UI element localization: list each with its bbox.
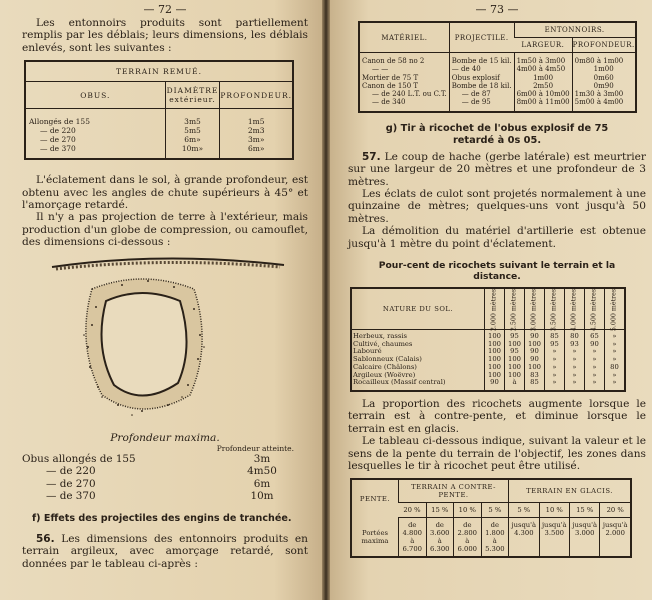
table-title: TERRAIN REMUÉ. xyxy=(25,61,293,82)
table-cell: 93 xyxy=(565,341,585,349)
table-cell: 100 xyxy=(525,364,545,372)
table-cell: 95 xyxy=(545,341,565,349)
table-cell: » xyxy=(585,372,605,380)
list-item xyxy=(22,465,308,478)
table-cell: » xyxy=(585,356,605,364)
table-cell: — de 270 xyxy=(40,135,76,145)
right-page xyxy=(330,0,652,600)
table-cell: 90 xyxy=(525,348,545,356)
table-cell: 100 xyxy=(505,356,525,364)
table-cell: » xyxy=(545,372,565,380)
table-row xyxy=(25,117,293,126)
column-header xyxy=(605,288,626,330)
column-header xyxy=(485,288,505,330)
table-cell: de 1.800 à 5.300 xyxy=(481,518,509,558)
column-header: DIAMÈTRE extérieur. xyxy=(165,82,220,109)
table-cell: 6m00 à 10m00 xyxy=(514,90,572,98)
left-page xyxy=(0,0,322,600)
depth-column-header: Profondeur atteinte. xyxy=(216,443,294,453)
column-header-text: 3.500 mètres. xyxy=(550,286,558,332)
table-cell: 90 xyxy=(525,356,545,364)
table-cell: de 3.600 à 6.300 xyxy=(426,518,454,558)
depth-value: 3m xyxy=(253,452,271,465)
table-cell: Calcaire (Châlons) xyxy=(353,362,417,371)
depth-value: 4m50 xyxy=(247,465,277,478)
table-cell: 0m90 xyxy=(572,82,636,90)
eclats-paragraph: Les éclats de culot sont projetés normalement à une quinzaine de mètres; quelques-uns vont jusqu'à 50 mètres. xyxy=(348,188,646,225)
paragraph-text: Le coup de hache (gerbe latérale) est meurtrier sur une largeur de 20 mètres et une profondeur de 3 mètres. xyxy=(348,150,646,188)
table-cell: 100 xyxy=(505,364,525,372)
table-cell: Bombe de 18 kil. xyxy=(449,82,514,90)
column-header xyxy=(525,288,545,330)
table-cell: — de 340 xyxy=(372,98,406,107)
page-number: — 72 — xyxy=(143,3,187,16)
column-group-header: TERRAIN EN GLACIS. xyxy=(509,479,631,503)
list-item xyxy=(22,490,308,503)
table-cell: » xyxy=(545,379,565,387)
table-cell: 100 xyxy=(485,333,505,341)
table-row xyxy=(359,74,636,82)
depth-label: — de 370 xyxy=(46,490,96,503)
column-header-text: 2.000 mètres. xyxy=(490,286,498,332)
table-cell: » xyxy=(605,348,626,356)
tableau-paragraph: Le tableau ci-dessous indique, suivant la valeur et le sens de la pente du terrain de l'objectif, les zones dans lesquelles le tir à ricochet peut être utilisé. xyxy=(348,435,646,472)
table-cell: » xyxy=(585,364,605,372)
book-gutter xyxy=(322,0,330,600)
depth-label: Obus allongés de 155 xyxy=(22,452,136,465)
table-cell: » xyxy=(605,341,626,349)
table-cell: » xyxy=(565,379,585,387)
table-cell: 2m3 xyxy=(220,126,293,135)
table-row xyxy=(359,82,636,90)
table-cell: 100 xyxy=(525,341,545,349)
table-cell: de 2.800 à 6.000 xyxy=(454,518,482,558)
table-cell: jusqu'à 2.000 xyxy=(600,518,631,558)
table-cell: Canon de 58 no 2 xyxy=(362,57,425,65)
column-header-text: 5.000 mètres. xyxy=(610,286,618,332)
table-cell: 3m5 xyxy=(165,117,220,126)
table-cell: 5m00 à 4m00 xyxy=(572,98,636,106)
figure-caption: Profondeur maxima. xyxy=(110,431,220,444)
terrain-remue-table xyxy=(24,60,294,160)
depth-label: — de 270 xyxy=(46,477,96,490)
paragraph-number: 56. xyxy=(36,533,55,546)
materiel-table xyxy=(358,21,637,113)
column-header xyxy=(585,288,605,330)
column-header-text: 4.500 mètres. xyxy=(590,286,598,332)
table-cell: » xyxy=(565,348,585,356)
table-cell: — — xyxy=(372,65,389,74)
column-header: 15 % xyxy=(426,503,454,518)
table-cell: Sablonneux (Calais) xyxy=(353,355,422,364)
table-cell: » xyxy=(585,379,605,387)
column-header: 10 % xyxy=(539,503,569,518)
table-cell: Labouré xyxy=(353,347,382,356)
table-cell: » xyxy=(605,379,626,387)
table-cell: 65 xyxy=(585,333,605,341)
column-header: MATÉRIEL. xyxy=(359,22,449,53)
table-cell: — de 40 xyxy=(449,65,514,73)
table-cell: — de 95 xyxy=(449,98,514,106)
column-header: 10 % xyxy=(454,503,482,518)
table-cell: » xyxy=(545,348,565,356)
table-cell: » xyxy=(565,372,585,380)
column-header xyxy=(545,288,565,330)
table-cell: — de 220 xyxy=(40,126,76,136)
table-cell: 100 xyxy=(505,372,525,380)
table-cell: 3m» xyxy=(220,135,293,144)
column-header: LARGEUR. xyxy=(514,38,572,53)
intro-paragraph: Les entonnoirs produits sont partiellement remplis par les déblais; leurs dimensions, les déblais enlevés, sont les suivantes : xyxy=(22,17,308,54)
column-header: PENTE. xyxy=(359,495,391,504)
table-cell: 0m60 xyxy=(572,74,636,82)
page-number: — 73 — xyxy=(475,3,519,16)
table-cell: » xyxy=(605,333,626,341)
table-cell: 90 xyxy=(585,341,605,349)
pente-table xyxy=(350,478,632,558)
column-header: PROFONDEUR. xyxy=(220,82,293,109)
table-row xyxy=(25,126,293,135)
section-heading-f: f) Effets des projectiles des engins de tranchée. xyxy=(32,512,292,524)
column-header xyxy=(565,288,585,330)
table-cell: 100 xyxy=(485,341,505,349)
section-heading-g: g) Tir à ricochet de l'obus explosif de 75 retardé à 0s 05. xyxy=(385,122,609,146)
table-cell: 90 xyxy=(485,379,505,387)
row-label: Portées maxima xyxy=(361,529,389,546)
table-cell: 1m00 xyxy=(514,74,572,82)
table-cell: — de 370 xyxy=(40,144,76,154)
paragraph-57 xyxy=(348,151,646,188)
table-cell: de 4.800 à 6.700 xyxy=(399,518,427,558)
table-cell: » xyxy=(605,356,626,364)
table-cell: 5m5 xyxy=(165,126,220,135)
table-cell: 100 xyxy=(485,372,505,380)
table-cell: jusqu'à 3.500 xyxy=(539,518,569,558)
table-cell: 4m00 à 4m50 xyxy=(514,65,572,73)
table-cell: » xyxy=(545,364,565,372)
table-row xyxy=(351,379,625,387)
table-row xyxy=(25,135,293,144)
table-cell: 83 xyxy=(525,372,545,380)
table-cell: 85 xyxy=(525,379,545,387)
table-cell: 100 xyxy=(485,356,505,364)
table-cell: » xyxy=(545,356,565,364)
table-cell: à xyxy=(505,379,525,387)
table-cell: » xyxy=(605,372,626,380)
table-cell: 6m» xyxy=(220,144,293,153)
column-header: PROJECTILE. xyxy=(449,22,514,53)
column-group-header: TERRAIN A CONTRE-PENTE. xyxy=(399,479,509,503)
table-cell: jusqu'à 4.300 xyxy=(509,518,539,558)
table-cell: 100 xyxy=(505,341,525,349)
column-header: NATURE DU SOL. xyxy=(351,288,485,330)
table-cell: 80 xyxy=(565,333,585,341)
table-cell: 100 xyxy=(485,348,505,356)
table-cell: jusqu'à 3.000 xyxy=(570,518,600,558)
table-cell: Rocailleux (Massif central) xyxy=(353,378,446,387)
table-cell: 80 xyxy=(605,364,626,372)
table-row xyxy=(359,98,636,106)
camouflet-diagram xyxy=(22,255,308,430)
table-cell: 8m00 à 11m00 xyxy=(514,98,572,106)
column-header: PROFONDEUR. xyxy=(572,38,636,53)
table-cell: 1m30 à 3m00 xyxy=(572,90,636,98)
table-cell: 0m80 à 1m00 xyxy=(572,57,636,65)
table-cell: 95 xyxy=(505,333,525,341)
table-cell: 95 xyxy=(505,348,525,356)
table-cell: Bombe de 15 kil. xyxy=(449,57,514,65)
paragraph-text: Les dimensions des entonnoirs produits en terrain argileux, avec amorçage retardé, sont données par le tableau ci-après : xyxy=(22,533,308,570)
table-cell: Allongés de 155 xyxy=(29,117,90,127)
table-cell: Argileux (Woëvre) xyxy=(353,370,416,379)
table-cell: — de 87 xyxy=(449,90,514,98)
column-header: OBUS. xyxy=(25,82,165,109)
table-cell: 2m50 xyxy=(514,82,572,90)
table-cell: 6m» xyxy=(165,135,220,144)
table-row xyxy=(359,57,636,65)
table-cell: » xyxy=(585,348,605,356)
camouflet-figure xyxy=(22,255,308,430)
table-cell: Herbeux, rassis xyxy=(353,332,408,341)
ricochets-section-title: Pour-cent de ricochets suivant le terrain et la distance. xyxy=(378,260,616,283)
column-header: 15 % xyxy=(570,503,600,518)
depth-list xyxy=(22,453,308,503)
paragraph-number: 57. xyxy=(362,150,381,163)
column-header xyxy=(505,288,525,330)
column-header: 5 % xyxy=(481,503,509,518)
table-cell: » xyxy=(565,356,585,364)
column-header: ENTONNOIRS. xyxy=(514,22,636,38)
paragraph-56 xyxy=(22,533,308,570)
table-cell: 100 xyxy=(485,364,505,372)
column-header-text: 3.000 mètres. xyxy=(530,286,538,332)
table-cell: » xyxy=(565,364,585,372)
table-row xyxy=(351,518,631,558)
demolition-paragraph: La démolition du matériel d'artillerie est obtenue jusqu'à 1 mètre du point d'éclatement. xyxy=(348,225,646,250)
table-cell: Obus explosif xyxy=(449,74,514,82)
table-cell: 85 xyxy=(545,333,565,341)
table-cell: 90 xyxy=(525,333,545,341)
list-item xyxy=(22,478,308,491)
table-cell: 10m» xyxy=(165,144,220,153)
table-cell: Mortier de 75 T xyxy=(362,73,419,82)
ricochets-table xyxy=(350,287,626,392)
column-header: 5 % xyxy=(509,503,539,518)
depth-value: 10m xyxy=(250,490,274,503)
table-cell: 1m5 xyxy=(220,117,293,126)
column-header: 20 % xyxy=(399,503,427,518)
table-cell: Canon de 150 T xyxy=(362,81,419,90)
depth-value: 6m xyxy=(253,477,271,490)
list-item xyxy=(22,453,308,466)
table-cell: 1m00 xyxy=(572,65,636,73)
table-cell: 1m50 à 3m00 xyxy=(514,57,572,65)
table-row xyxy=(359,65,636,73)
column-header-text: 2.500 mètres. xyxy=(510,286,518,332)
proportion-paragraph: La proportion des ricochets augmente lorsque le terrain est à contre-pente, et diminue lorsque le terrain est en glacis. xyxy=(348,397,646,435)
projection-paragraph: Il n'y a pas projection de terre à l'extérieur, mais production d'un globe de compression, ou camouflet, des dimensions ci-dessous : xyxy=(22,211,308,249)
column-header: 20 % xyxy=(600,503,631,518)
table-row xyxy=(25,144,293,153)
eclatement-paragraph: L'éclatement dans le sol, à grande profondeur, est obtenu avec les angles de chute supérieurs à 45° et l'amorçage retardé. xyxy=(22,174,308,212)
table-cell: — de 240 L.T. ou C.T. xyxy=(372,90,447,99)
table-cell: Cultivé, chaumes xyxy=(353,339,413,348)
depth-label: — de 220 xyxy=(46,465,96,478)
column-header-text: 4.000 mètres. xyxy=(570,286,578,332)
